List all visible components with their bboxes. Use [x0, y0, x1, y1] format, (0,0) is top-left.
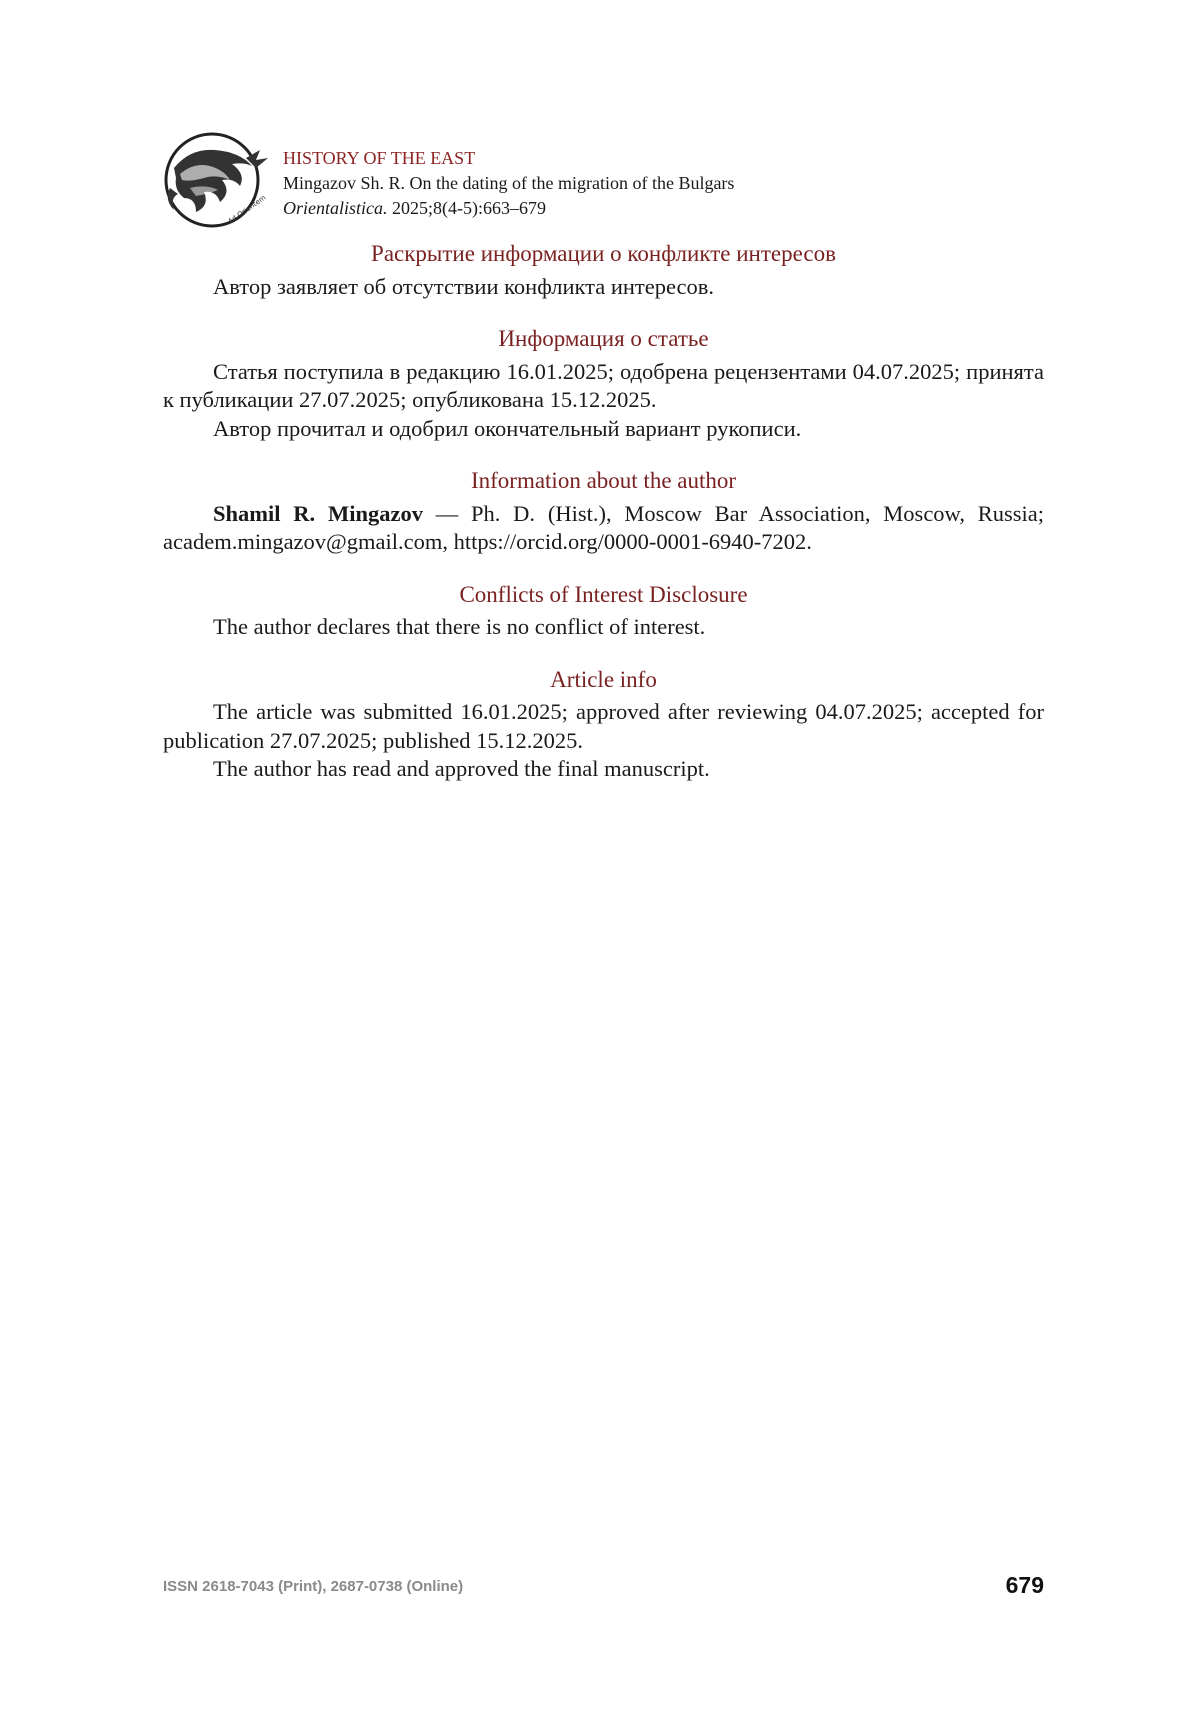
conflict-ru-text: Автор заявляет об отсутствии конфликта интересов. — [213, 273, 715, 299]
dragon-emblem-icon — [160, 128, 272, 234]
header-citation — [283, 146, 734, 221]
article-info-en-approval: The author has read and approved the final manuscript. — [213, 756, 710, 781]
article-info-ru-approval: Автор прочитал и одобрил окончательный вариант рукописи. — [213, 415, 802, 441]
journal-issue: 2025;8(4-5):663–679 — [387, 198, 546, 218]
author-name: Shamil R. Mingazov — [213, 500, 423, 526]
article-info-ru-dates: Статья поступила в редакцию 16.01.2025; одобрена рецензентами 04.07.2025; принята к публикации 27.07.2025; опубликована 15.12.2025. — [163, 358, 1044, 412]
section-title-conflict-ru: Раскрытие информации о конфликте интересов — [371, 241, 836, 266]
page-content — [163, 240, 1044, 784]
issn-label: ISSN 2618-7043 (Print), 2687-0738 (Online) — [163, 1578, 464, 1595]
page-header — [160, 128, 1060, 238]
author-info-text — [163, 500, 1044, 557]
section-title-author-info: Information about the author — [470, 468, 737, 493]
conflict-en-text: The author declares that there is no conflict of interest. — [213, 614, 706, 639]
article-reference: Mingazov Sh. R. On the dating of the migration of the Bulgars — [283, 173, 735, 193]
article-info-en-dates: The article was submitted 16.01.2025; approved after reviewing 04.07.2025; accepted for publication 27.07.2025; published 15.12.2025. — [163, 699, 1044, 753]
journal-citation — [283, 196, 734, 221]
journal-rubric: HISTORY OF THE EAST — [283, 148, 476, 168]
section-title-article-info-ru: Информация о статье — [498, 326, 709, 351]
page-number: 679 — [1005, 1572, 1044, 1598]
logo-text: Ad Orientem — [226, 193, 268, 226]
author-details: — Ph. D. (Hist.), Moscow Bar Association, Moscow, Russia; academ.mingazov@gmail.com, https://orcid.org/0000-0001-6940-7202. — [163, 500, 1045, 554]
section-title-article-info-en: Article info — [550, 666, 657, 692]
journal-name: Orientalistica. — [283, 198, 388, 218]
page-footer — [163, 1574, 1044, 1604]
section-title-conflict-en: Conflicts of Interest Disclosure — [459, 581, 748, 607]
